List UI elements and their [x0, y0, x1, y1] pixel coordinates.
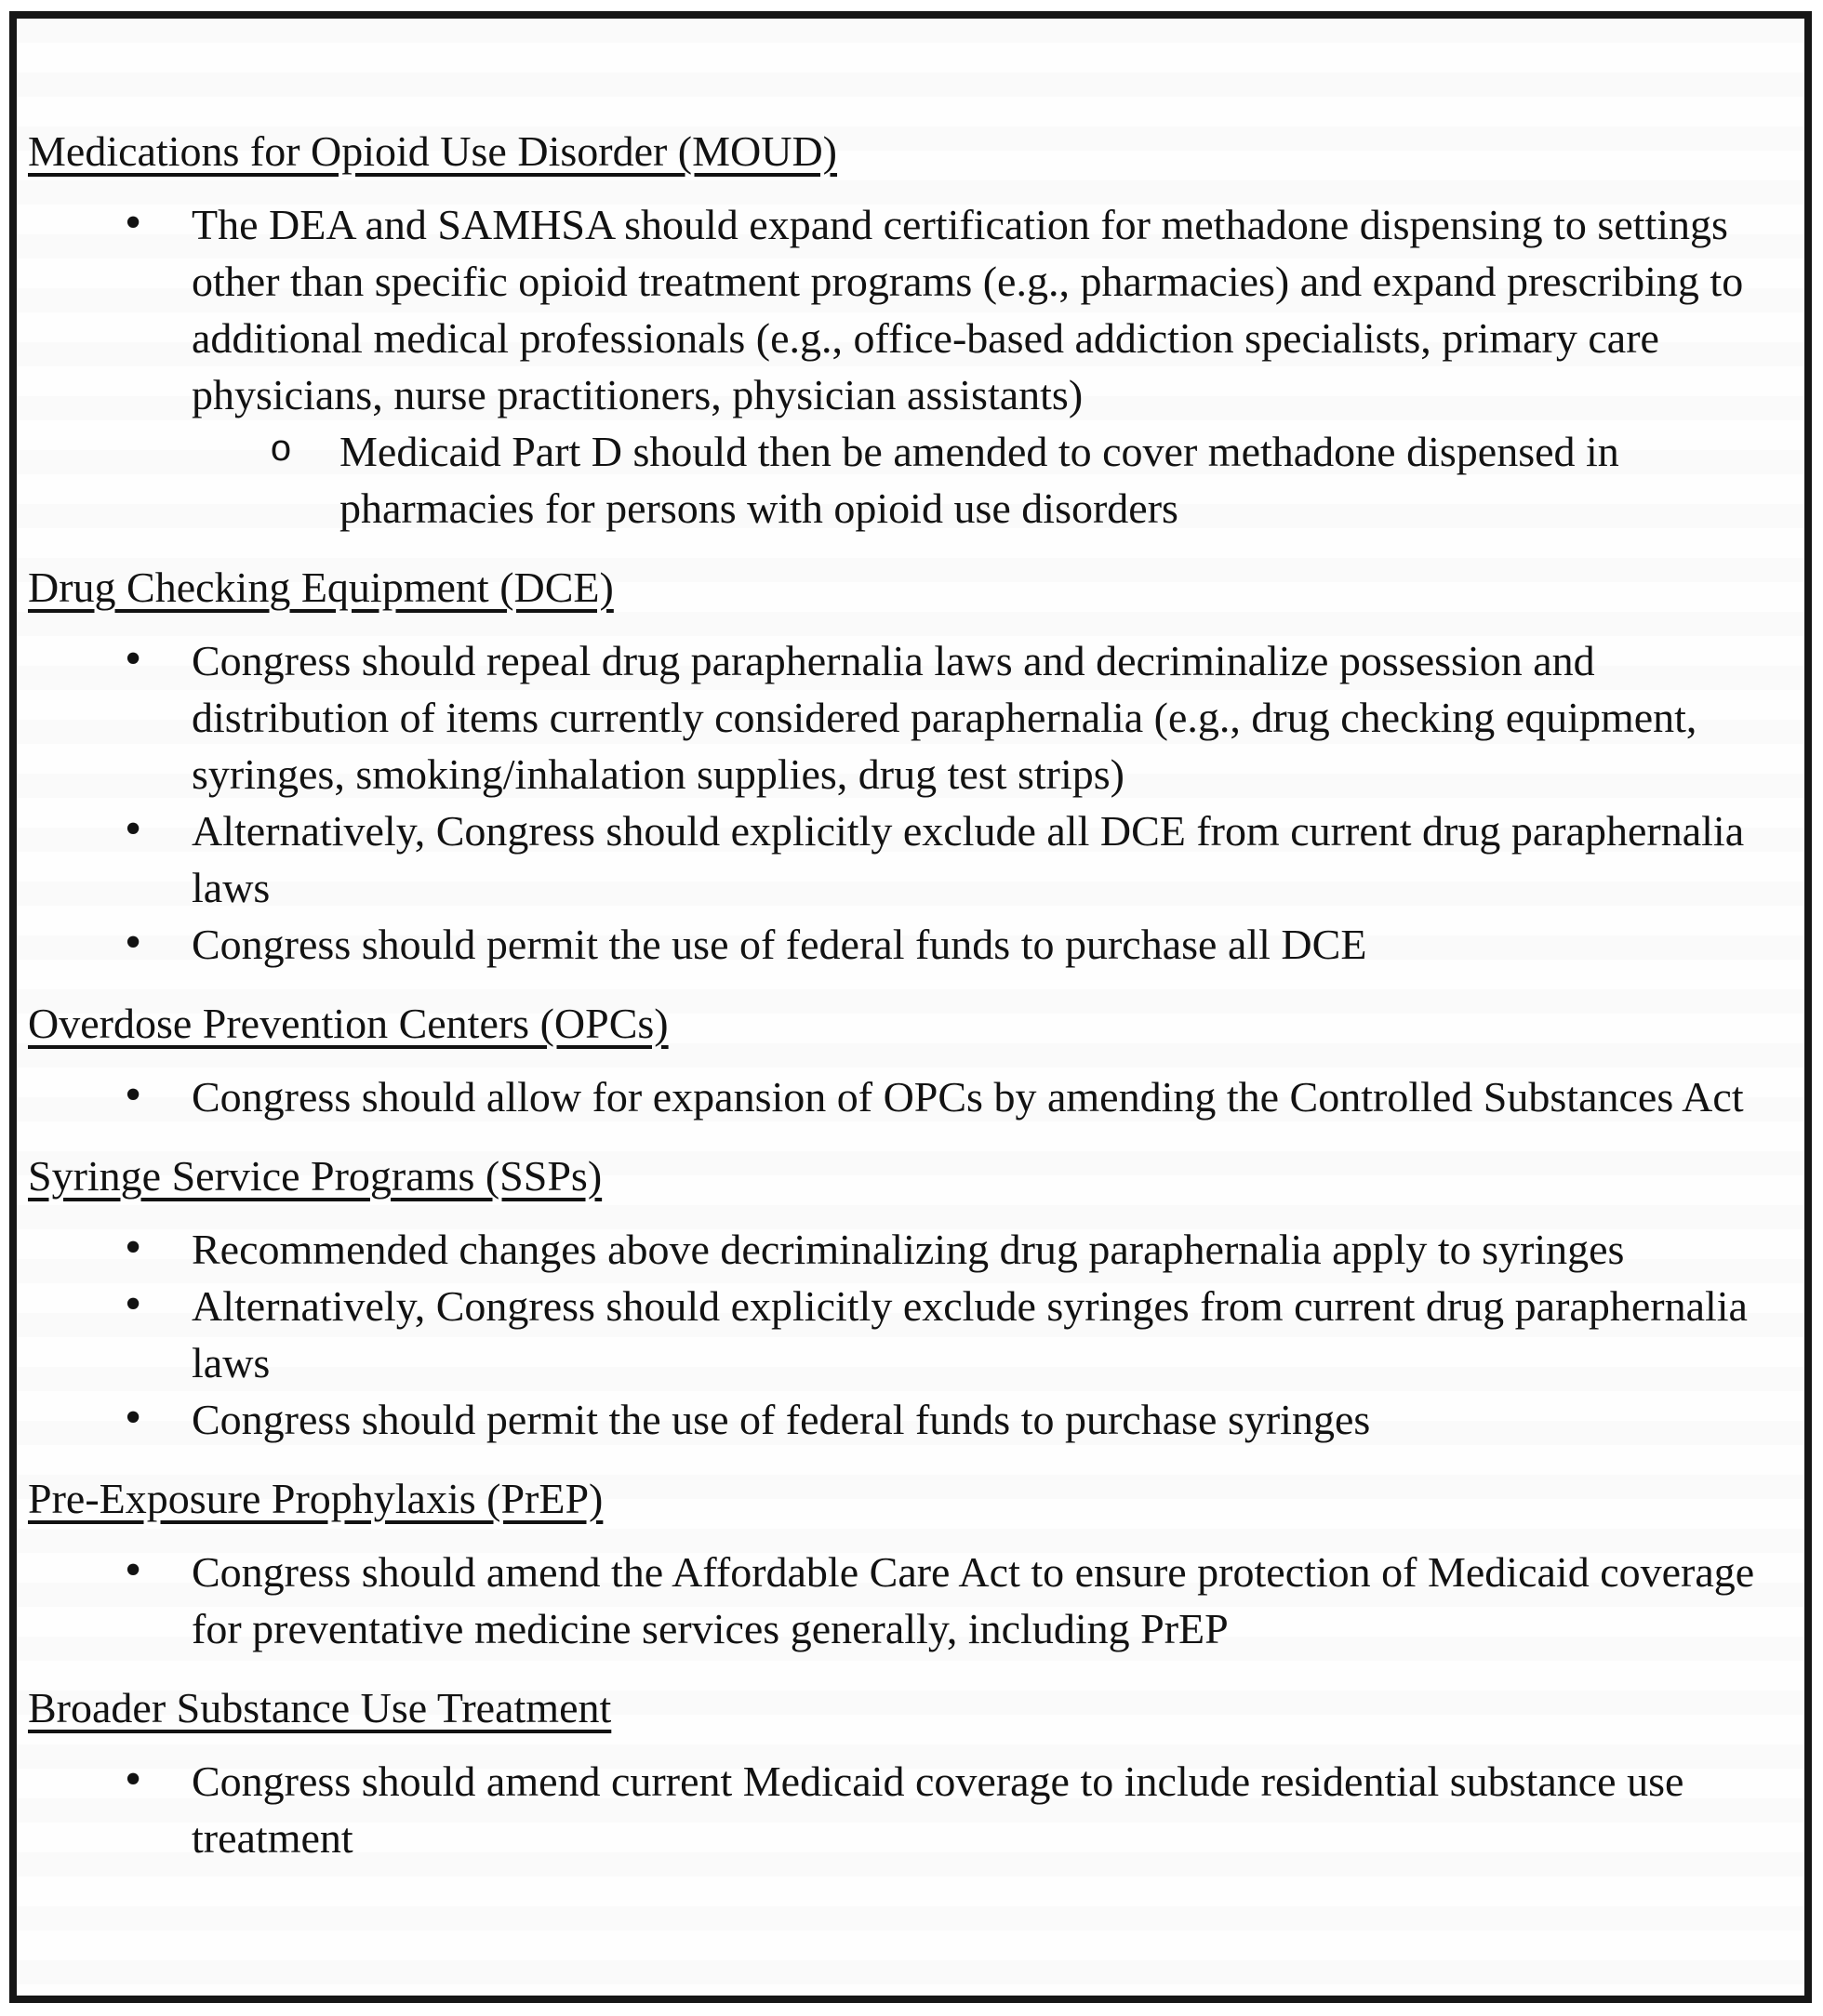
sub-bullet-list [192, 423, 1782, 537]
section [28, 1679, 1788, 1866]
recommendations-list [28, 123, 1788, 1866]
section [28, 995, 1788, 1125]
section-heading: Pre-Exposure Prophylaxis (PrEP) [28, 1475, 604, 1522]
section-heading: Drug Checking Equipment (DCE) [28, 564, 614, 611]
bullet-item [28, 1753, 1788, 1866]
bullet-item [28, 1391, 1788, 1448]
section [28, 1147, 1788, 1448]
bullet-list [28, 1753, 1788, 1866]
bullet-text: Alternatively, Congress should explicitly exclude all DCE from current drug paraphernalia laws [192, 807, 1745, 911]
bullet-item [28, 1278, 1788, 1391]
bullet-text: Congress should permit the use of federal funds to purchase all DCE [192, 921, 1367, 968]
bullet-text: The DEA and SAMHSA should expand certification for methadone dispensing to settings other than specific opioid treatment programs (e.g., pharmacies) and expand prescribing to additional medical professionals (e.g., office-based addiction specialists, primary care physicians, nurse practitioners, physician assistants) [192, 201, 1744, 418]
bullet-icon: • [125, 802, 142, 855]
bullet-list [28, 1544, 1788, 1657]
bullet-icon: • [125, 1068, 142, 1121]
bullet-text: Recommended changes above decriminalizing drug paraphernalia apply to syringes [192, 1226, 1625, 1273]
bullet-item [28, 632, 1788, 802]
section-heading: Syringe Service Programs (SSPs) [28, 1152, 603, 1200]
bullet-list [28, 196, 1788, 537]
bullet-item [28, 1544, 1788, 1657]
bullet-item [28, 1068, 1788, 1125]
bullet-list [28, 1221, 1788, 1448]
sub-bullet-item [192, 423, 1782, 537]
section [28, 559, 1788, 973]
section-heading: Overdose Prevention Centers (OPCs) [28, 1000, 669, 1047]
bullet-text: Congress should permit the use of federal funds to purchase syringes [192, 1396, 1371, 1443]
section [28, 123, 1788, 537]
section [28, 1470, 1788, 1657]
bullet-item [28, 1221, 1788, 1278]
sub-bullet-icon: o [270, 431, 293, 472]
bullet-icon: • [125, 1753, 142, 1806]
bullet-text: Congress should allow for expansion of OPCs by amending the Controlled Substances Act [192, 1073, 1744, 1121]
bullet-icon: • [125, 632, 142, 685]
bullet-item [28, 916, 1788, 973]
bullet-item [28, 802, 1788, 916]
bullet-text: Congress should repeal drug paraphernalia laws and decriminalize possession and distribution of items currently considered paraphernalia (e.g., drug checking equipment, syringes, smoking/inhalation supplies, drug test strips) [192, 637, 1697, 798]
bullet-icon: • [125, 1544, 142, 1597]
bullet-text: Congress should amend the Affordable Care Act to ensure protection of Medicaid coverage for preventative medicine services generally, including PrEP [192, 1548, 1755, 1652]
section-heading: Broader Substance Use Treatment [28, 1684, 612, 1731]
bullet-text: Alternatively, Congress should explicitly exclude syringes from current drug paraphernalia laws [192, 1282, 1748, 1386]
bullet-list [28, 1068, 1788, 1125]
bullet-item [28, 196, 1788, 537]
bullet-icon: • [125, 196, 142, 249]
bullet-list [28, 632, 1788, 973]
bullet-icon: • [125, 1221, 142, 1274]
document-frame [9, 11, 1812, 2003]
bullet-icon: • [125, 916, 142, 969]
bullet-icon: • [125, 1391, 142, 1444]
bullet-icon: • [125, 1278, 142, 1331]
bullet-text: Congress should amend current Medicaid coverage to include residential substance use treatment [192, 1757, 1684, 1862]
sub-bullet-text: Medicaid Part D should then be amended to cover methadone dispensed in pharmacies for persons with opioid use disorders [339, 428, 1619, 532]
section-heading: Medications for Opioid Use Disorder (MOUD) [28, 127, 838, 175]
